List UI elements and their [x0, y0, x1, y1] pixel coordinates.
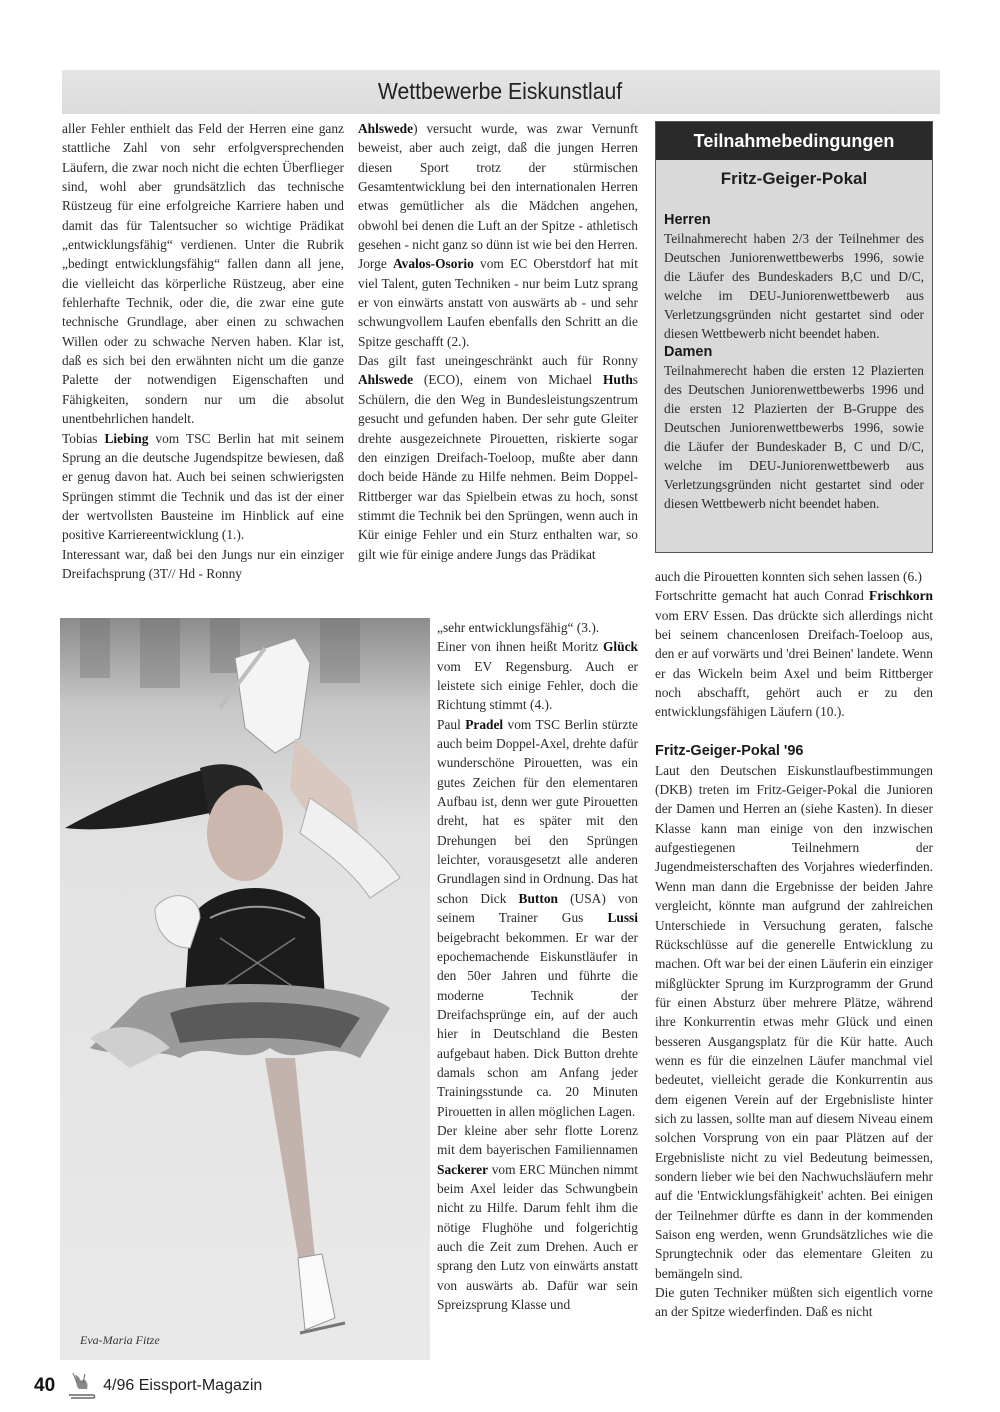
trainer-name: Lussi — [607, 910, 638, 926]
paragraph: aller Fehler enthielt das Feld der Herren eine ganz stattliche Zahl von sehr erfolgversprechenden Läufern, die zwar noch nicht die echten Überflieger sind, wohl aber grundsätzlich das technische Rüstzeug für eine erfolgreiche Karriere haben und damit das für Talentsucher so wichtige Prädikat „entwicklungsfähig“ verdienen. Unter die Rubrik „bedingt entwicklungsfähig“ fallen dann all jene, die vielleicht das körperliche Rüstzeug, aber eine fehlerhafte Technik, oder die, die zwar eine gute technische Grundlage, aber einen zu schwachen Willen oder zu schwache Nerven haben. Klar ist, daß es sich bei den erwähnten nicht um die ganze Palette der notwendigen Eigenschaften und Fähigkeiten, sondern nur um die absolut unentbehrlichen handelt. — [62, 121, 344, 427]
article-column-2 — [358, 119, 638, 564]
participation-conditions-box — [655, 121, 933, 553]
skater-photo-illustration — [60, 618, 430, 1360]
paragraph: auch die Pirouetten konnten sich sehen lassen (6.) — [655, 569, 922, 584]
skater-name: Avalos-Osorio — [392, 256, 474, 272]
paragraph: Die guten Techniker müßten sich eigentlich vorne an der Spitze wiederfinden. Daß es nicht — [655, 1285, 933, 1320]
page-number: 40 — [34, 1375, 56, 1396]
skater-photo — [60, 618, 430, 1360]
skater-name: Frischkorn — [869, 588, 933, 604]
skating-swan-logo-icon — [65, 1371, 97, 1401]
page-footer — [34, 1373, 262, 1399]
skater-name: Liebing — [104, 430, 149, 446]
skater-name: Sackerer — [437, 1161, 489, 1177]
magazine-issue: 4/96 Eissport-Magazin — [103, 1377, 263, 1394]
paragraph: Jorge Avalos-Osorio vom EC Oberstdorf hat mit viel Talent, guten Techniken - nur beim Lutz sprang er von einwärts anstatt von auswärts ab - und sehr schwungvollem Laufen ebenfalls den Schritt an die Spitze geschafft (2.). — [358, 256, 638, 349]
skater-name: Ahlswede — [358, 121, 414, 136]
skater-name: Button — [518, 890, 558, 906]
paragraph: Interessant war, daß bei den Jungs nur ein einziger Dreifachsprung (3T// Hd - Ronny — [62, 546, 344, 581]
article-column-2-continued — [437, 618, 638, 1314]
paragraph: Laut den Deutschen Eiskunstlaufbestimmungen (DKB) treten im Fritz-Geiger-Pokal die Junioren der Damen und Herren an (siehe Kasten). In dieser Klasse kann man einige von den inzwischen aufgestiegenen Teilnehmern der Jugendmeisterschaften des Vorjahres wiederfinden. Wenn man dann die Ergebnisse der beiden Jahre vergleicht, könnte man aufgrund der zahlreichen Unterschiede in Versuchung geraten, falsche Rückschlüsse auf die generelle Entwicklung zu machen. Oft war bei der einen Läuferin ein einziger mißglückter Sprung im Kurzprogramm der Grund für einen Absturz über mehrere Plätze, während ihre Konkurrentin etwas mehr Glück und einen besseren Ausgangsplatz für die Kür hatte. Auch wenn es für die einzelnen Läufer manchmal viel bedeutet, vielleicht gerade die Konkurrentin aus dem eigenen Verein auf der Ergebnisliste hinter sich zu lassen, sollte man auf diesem Niveau einem solchen Vorsprung von ein paar Plätzen auf der Ergebnisliste nicht zu viel Bedeutung beimessen, sondern lieber wie bei den Nachwuchsläufern mehr auf die 'Entwicklungsfähigkeit' achten. Bei einigen der Teilnehmer dürfte es dann in der kommenden Saison eng werden, wenn Grundsätzliches wie die Sprungtechnik oder das elementare Gleiten zu bemängeln sind. — [655, 762, 933, 1281]
article-column-1 — [62, 119, 344, 583]
paragraph: Tobias Liebing vom TSC Berlin hat mit seinem Sprung an die deutsche Jugendspitze bewiesen, daß er genug davon hat. Auch bei seinen schwierigsten Sprüngen stimmt die Technik und das ist der einer der wertvollsten Bausteine im Hinblick auf eine positive Karriereentwicklung (1.). — [62, 430, 345, 543]
subheading: Fritz-Geiger-Pokal '96 — [655, 742, 804, 759]
box-text-herren: Teilnahmerecht haben 2/3 der Teilnehmer des Deutschen Juniorenwettbewerbs 1996, sowie die Läufer des Bundeskaders B,C und D/C, welche im DEU-Juniorenwettbewerb aus Verletzungsgründen nicht gestartet sind oder diesen Wettbewerb nicht beendet haben. — [664, 231, 924, 341]
box-title: Teilnahmebedingungen — [656, 122, 932, 160]
photo-credit: Eva-Maria Fitze — [80, 1333, 160, 1347]
trainer-name: Huth — [603, 372, 633, 388]
article-column-3 — [655, 567, 933, 1322]
paragraph: Der kleine aber sehr flotte Lorenz mit dem bayerischen Familiennamen Sackerer vom ERC München nimmt beim Axel leider das Schwungbein nicht zu Hilfe. Darum fehlt ihm die nötige Flughöhe und folgerichtig auch die Zeit zum Drehen. Auch er sprang den Lutz von einwärts anstatt von auswärts ab. Dafür war sein Spreizsprung Klasse und — [437, 1122, 638, 1313]
skater-name: Pradel — [465, 716, 504, 732]
paragraph: Fortschritte gemacht hat auch Conrad Frischkorn vom ERV Essen. Das drückte sich allerdings nicht bei seinem chancenlosen Dreifach-Toeloop aus, den er auf vorwärts und 'drei Beinen' landete. Wenn er das Wickeln beim Axel und beim Rittberger noch abschafft, gehört auch er zu den entwicklungsfähigen Läufern (10.). — [655, 588, 933, 720]
box-heading-damen: Damen — [664, 344, 713, 360]
paragraph: Paul Pradel vom TSC Berlin stürzte auch beim Doppel-Axel, drehte dafür wunderschöne Pirouetten, was ein gutes Zeichen für den elementaren Aufbau ist, denn wer gute Pirouetten dreht, hat es später mit den Drehungen bei den Sprüngen leichter, vorausgesetzt alle anderen Grundlagen sind in Ordnung. Das hat schon Dick Button (USA) von seinem Trainer Gus Lussi beigebracht bekommen. Er war der epochemachende Eiskunstläufer in den 50er Jahren und führte die moderne Technik der Dreifachsprünge ein, auf der auch hier in Deutschland die Besten aufgebaut haben. Dick Button drehte damals schon am Anfang jeder Trainingsstunde ca. 20 Minuten Pirouetten in allen möglichen Lagen. — [437, 716, 638, 1119]
box-text-damen: Teilnahmerecht haben die ersten 12 Plazierten des Deutschen Juniorenwettbewerbs 1996 und die ersten 12 Plazierten der B-Gruppe des Deutschen Juniorenwettbewerbs 1996, sowie die Läufer der Bundeskader B, C und D/C, welche im DEU-Juniorenwettbewerb aus Verletzungsgründen nicht gestartet sind oder diesen Wettbewerb nicht beendet haben. — [664, 363, 924, 511]
paragraph: Ahlswede) versucht wurde, was zwar Vernunft beweist, aber auch zeigt, daß die jungen Herren diesen Sport trotz der stürmischen Gesamtentwicklung bei den internationalen Herren etwas gemütlicher als die Mädchen angehen, obwohl bei denen die Luft an der Spitze - athletisch gesehen - nicht ganz so dünn ist wie bei den Herren. — [358, 121, 639, 253]
paragraph: Einer von ihnen heißt Moritz Glück vom EV Regensburg. Auch er leistete sich einige Fehler, doch die Richtung stimmt (4.). — [437, 639, 638, 713]
box-subtitle: Fritz-Geiger-Pokal — [720, 169, 868, 188]
skater-name: Glück — [603, 639, 638, 655]
section-title: Wettbewerbe Eiskunstlauf — [377, 78, 623, 104]
paragraph: Das gilt fast uneingeschränkt auch für Ronny Ahlswede (ECO), einem von Michael Huths Schülern, die den Weg in Bundesleistungszentrum gesucht und gefunden haben. Der sehr gute Gleiter drehte ausgezeichnete Pirouetten, riskierte sogar den einzigen Dreifach-Toeloop, mußte aber dann doch beide Hände zu Hilfe nehmen. Beim Doppel-Rittberger war das Spielbein etwas zu hoch, sonst stimmt die Technik bei den Sprüngen, wenn auch in Kür einige Fehler und ein Sturz enthalten war, so gilt wie für einige andere Jungs das Prädikat — [358, 353, 638, 562]
paragraph: „sehr entwicklungsfähig“ (3.). — [437, 620, 600, 635]
box-heading-herren: Herren — [664, 212, 711, 228]
skater-name: Ahlswede — [358, 372, 414, 388]
